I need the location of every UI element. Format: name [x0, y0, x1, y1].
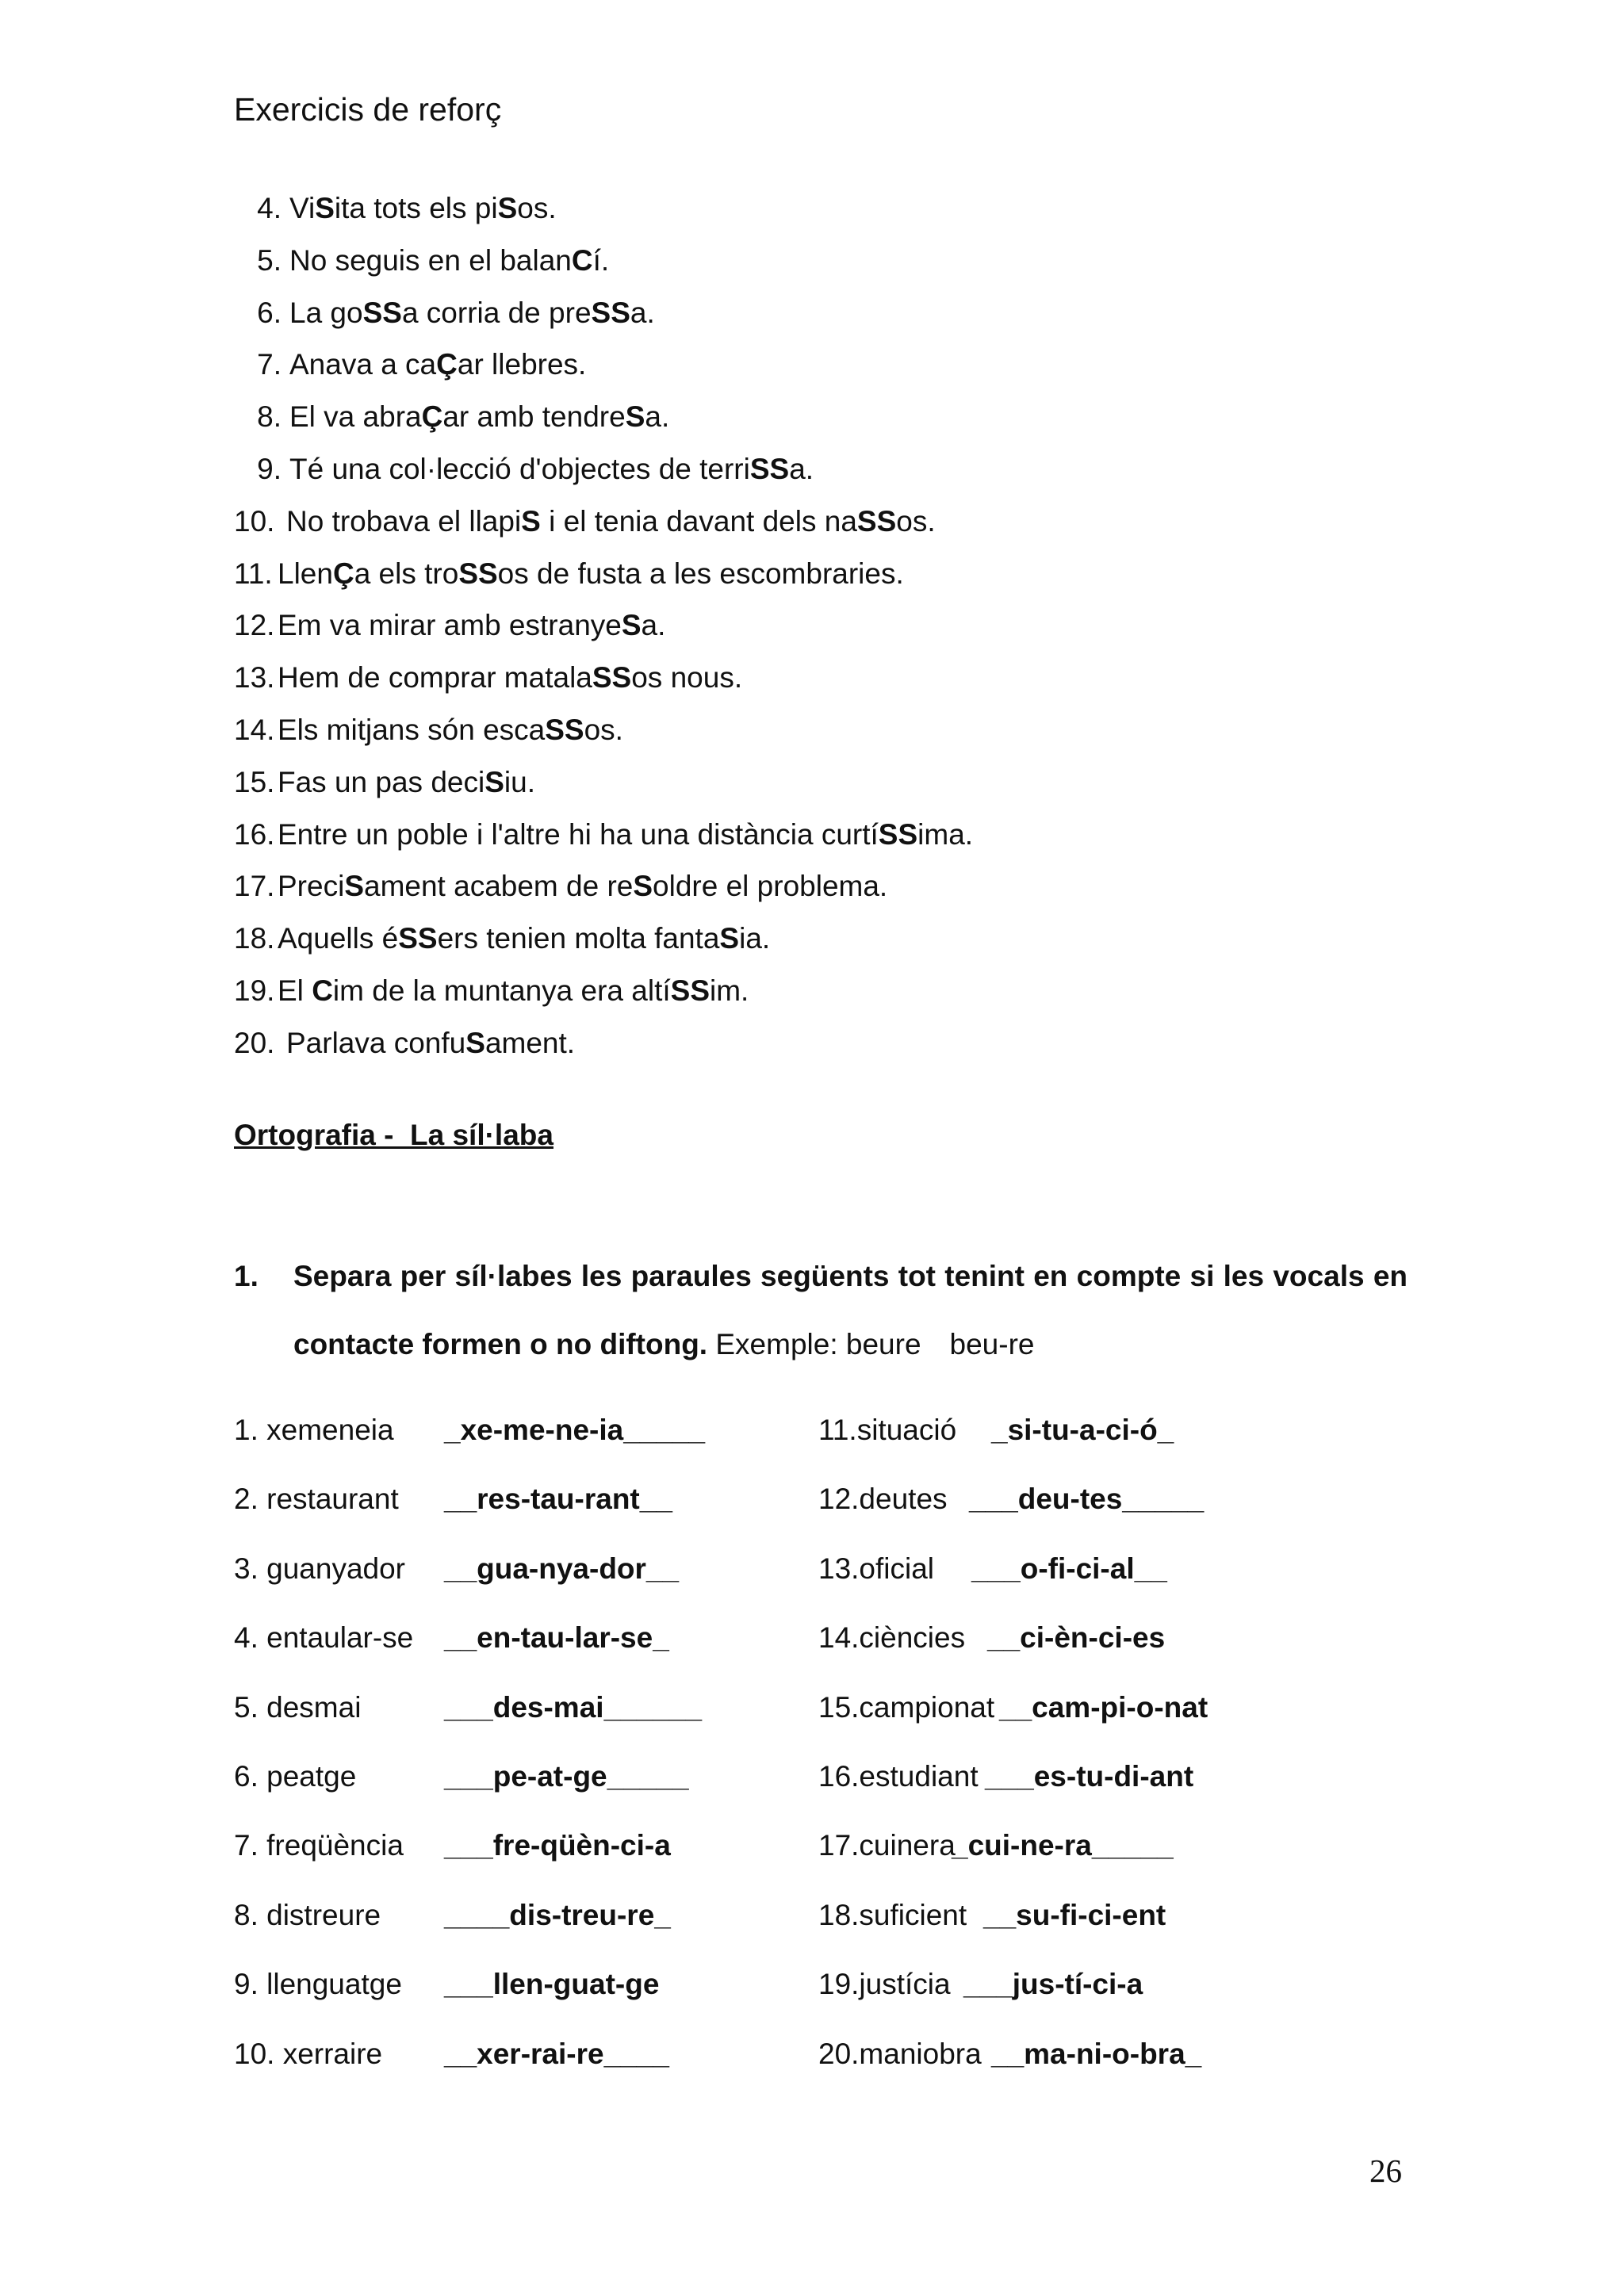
- sentence-fragment: ima.: [917, 817, 974, 851]
- sentence-text: [278, 766, 535, 798]
- syllable-answer: __gua-nya-dor__: [444, 1552, 680, 1585]
- sentence-number: 8.: [257, 400, 282, 434]
- sentence-fragment: a.: [789, 452, 814, 485]
- sentence-number: 9.: [257, 452, 282, 485]
- sentence-text: [289, 244, 609, 277]
- highlighted-letters: C: [571, 243, 593, 277]
- syllable-answer: __su-fi-ci-ent: [983, 1898, 1166, 1931]
- syllable-row: [234, 1690, 1423, 1732]
- syllable-answer: __en-tau-lar-se_: [444, 1621, 669, 1655]
- syllable-answer: ___deu-tes_____: [969, 1483, 1205, 1516]
- word-label: 19.justícia: [818, 1968, 951, 2001]
- sentence-fragment: ita tots els pi: [334, 192, 498, 224]
- word-label: 6. peatge: [234, 1760, 357, 1793]
- word-label: 3. guanyador: [234, 1552, 406, 1585]
- syllable-answer: ___fre-qüèn-ci-a: [444, 1829, 671, 1862]
- syllable-answer: ____dis-treu-re_: [444, 1898, 671, 1931]
- word-label: 17.cuinera: [818, 1829, 956, 1862]
- word-label: 11.situació: [818, 1414, 957, 1446]
- highlighted-letters: Ç: [436, 348, 458, 381]
- sentence-text: [286, 505, 936, 538]
- sentence-fragment: Preci: [278, 870, 345, 903]
- sentence-text: [278, 974, 749, 1007]
- sentence-number: 7.: [257, 348, 282, 381]
- sentence-text: [286, 1027, 575, 1059]
- syllable-answer: __ma-ni-o-bra_: [991, 2037, 1202, 2070]
- sentence-fragment: Entre un poble i l'altre hi ha una distància curtí: [278, 817, 879, 851]
- highlighted-letters: Ç: [332, 557, 354, 590]
- sentence-item: [234, 350, 1423, 402]
- word-label: 4. entaular-se: [234, 1621, 414, 1655]
- highlighted-letters: SS: [670, 974, 710, 1007]
- sentence-fragment: os de fusta a les escombraries.: [497, 557, 904, 590]
- word-label: 2. restaurant: [234, 1483, 399, 1516]
- sentence-fragment: Té una col·lecció d'objectes de terri: [289, 452, 750, 485]
- highlighted-letters: SS: [878, 817, 918, 851]
- sentence-fragment: No seguis en el balan: [289, 243, 572, 277]
- sentence-item: [234, 871, 1423, 924]
- syllable-answer: __cam-pi-o-nat: [999, 1690, 1208, 1724]
- sentence-fragment: í.: [592, 243, 610, 277]
- syllable-answer: _cui-ne-ra_____: [952, 1829, 1174, 1862]
- sentence-text: [278, 714, 623, 746]
- sentence-fragment: im de la muntanya era altí: [332, 974, 671, 1007]
- sentence-fragment: Vi: [289, 192, 316, 224]
- syllable-answer: ___jus-tí-ci-a: [963, 1968, 1143, 2001]
- sentence-fragment: i el tenia davant dels na: [540, 504, 857, 538]
- exercise-example-label: Exemple: beure: [715, 1328, 921, 1360]
- syllable-row: [234, 1554, 1423, 1594]
- sentence-text: [278, 818, 973, 851]
- syllable-answer: _xe-me-ne-ia_____: [444, 1414, 706, 1446]
- syllable-row: [234, 2039, 1423, 2079]
- sentence-fragment: ar llebres.: [457, 348, 587, 381]
- sentence-number: 16.: [234, 817, 275, 851]
- sentence-text: [289, 348, 586, 381]
- sentence-fragment: ament acabem de re: [364, 870, 634, 903]
- sentence-item: [234, 193, 1423, 246]
- sentence-item: [234, 402, 1423, 454]
- sentence-fragment: os.: [517, 192, 557, 224]
- word-label: 15.campionat: [818, 1690, 995, 1724]
- highlighted-letters: S: [344, 870, 364, 903]
- sentence-fragment: Hem de comprar matala: [278, 661, 592, 695]
- sentence-number: 6.: [257, 296, 282, 329]
- sentence-fragment: iu.: [504, 765, 535, 798]
- sentence-number: 5.: [257, 243, 282, 277]
- exercise-example-answer: beu-re: [949, 1328, 1035, 1360]
- sentence-fragment: os.: [584, 713, 623, 746]
- section-title: Ortografia - La síl·laba: [234, 1119, 553, 1151]
- sentence-text: [278, 661, 742, 694]
- sentence-number: 19.: [234, 974, 275, 1007]
- word-label: 18.suficient: [818, 1898, 967, 1931]
- sentence-fragment: Fas un pas deci: [278, 765, 485, 798]
- sentence-fragment: im.: [710, 974, 749, 1007]
- sentence-fragment: ar amb tendre: [442, 400, 626, 434]
- sentence-fragment: os.: [896, 504, 936, 538]
- sentence-number: 18.: [234, 922, 275, 955]
- highlighted-letters: SS: [398, 922, 438, 955]
- highlighted-letters: SS: [749, 452, 790, 485]
- word-label: 9. llenguatge: [234, 1968, 402, 2001]
- sentence-number: 14.: [234, 713, 275, 746]
- sentence-text: [289, 453, 814, 485]
- syllable-answer: ___pe-at-ge_____: [444, 1760, 689, 1793]
- syllable-answer: ___es-tu-di-ant: [985, 1760, 1194, 1793]
- sentence-item: [234, 767, 1423, 820]
- word-label: 7. freqüència: [234, 1829, 404, 1862]
- sentence-number: 17.: [234, 870, 275, 903]
- syllable-answer: __ci-èn-ci-es: [987, 1621, 1166, 1655]
- sentence-number: 12.: [234, 609, 275, 642]
- sentence-fragment: Aquells é: [278, 922, 399, 955]
- highlighted-letters: SS: [545, 713, 584, 746]
- highlighted-letters: S: [621, 609, 642, 642]
- word-label: 8. distreure: [234, 1898, 381, 1931]
- sentence-number: 4.: [257, 192, 282, 224]
- sentence-item: [234, 1028, 1423, 1081]
- sentence-fragment: No trobava el llapi: [286, 504, 522, 538]
- syllable-row: [234, 1900, 1423, 1940]
- sentence-fragment: a.: [630, 296, 655, 329]
- sentence-fragment: ia.: [739, 922, 771, 955]
- sentence-item: [234, 243, 1423, 298]
- sentence-fragment: a.: [641, 609, 666, 642]
- sentence-item: [234, 298, 1423, 350]
- page-number: 26: [1369, 2152, 1402, 2189]
- syllable-row: [234, 1969, 1423, 2009]
- highlighted-letters: SS: [856, 504, 897, 538]
- sentence-list: [234, 193, 1423, 1081]
- highlighted-letters: S: [465, 1026, 485, 1059]
- highlighted-letters: SS: [592, 661, 632, 695]
- sentence-item: [234, 817, 1423, 872]
- sentence-text: [289, 400, 669, 433]
- sentence-item: [234, 715, 1423, 767]
- sentence-text: [278, 870, 887, 902]
- syllable-row: [234, 1623, 1423, 1663]
- highlighted-letters: SS: [458, 557, 498, 590]
- sentence-fragment: ament.: [485, 1026, 576, 1059]
- syllable-row: [234, 1831, 1423, 1870]
- highlighted-letters: SS: [591, 296, 630, 329]
- sentence-item: [234, 663, 1423, 715]
- highlighted-letters: C: [312, 974, 333, 1007]
- sentence-fragment: a corria de pre: [401, 296, 592, 329]
- exercise-number: 1.: [234, 1260, 259, 1292]
- sentence-fragment: Parlava confu: [286, 1026, 466, 1059]
- sentence-text: [278, 922, 770, 955]
- word-label: 16.estudiant: [818, 1760, 979, 1793]
- sentence-fragment: La go: [289, 296, 363, 329]
- sentence-text: [289, 297, 655, 329]
- page-header-title: Exercicis de reforç: [234, 91, 502, 128]
- sentence-fragment: ers tenien molta fanta: [437, 922, 720, 955]
- sentence-number: 11.: [234, 557, 273, 590]
- highlighted-letters: S: [485, 765, 504, 798]
- syllable-answer: __res-tau-rant__: [444, 1483, 672, 1516]
- sentence-text: [278, 557, 904, 590]
- sentence-text: [289, 192, 557, 224]
- highlighted-letters: SS: [362, 296, 402, 329]
- sentence-text: [278, 609, 665, 641]
- sentence-item: [234, 924, 1423, 976]
- word-label: 10. xerraire: [234, 2037, 383, 2070]
- highlighted-letters: Ç: [421, 400, 443, 434]
- exercise-instruction-text: Separa per síl·labes les paraules següents tot tenint en compte si les vocals en contacte formen o no diftong.: [293, 1260, 1408, 1360]
- sentence-fragment: Em va mirar amb estranye: [278, 609, 622, 642]
- word-label: 13.oficial: [818, 1552, 935, 1585]
- syllable-row: [234, 1415, 1423, 1455]
- sentence-item: [234, 559, 1423, 611]
- highlighted-letters: S: [633, 870, 653, 903]
- sentence-fragment: Els mitjans són esca: [278, 713, 546, 746]
- word-label: 5. desmai: [234, 1690, 362, 1724]
- syllable-answer: _si-tu-a-ci-ó_: [991, 1414, 1174, 1446]
- sentence-item: [234, 610, 1423, 663]
- sentence-item: [234, 504, 1423, 559]
- sentence-fragment: El: [278, 974, 312, 1007]
- syllable-row: [234, 1762, 1423, 1801]
- sentence-fragment: oldre el problema.: [653, 870, 888, 903]
- highlighted-letters: S: [497, 192, 518, 224]
- sentence-item: [234, 454, 1423, 507]
- sentence-number: 10.: [234, 504, 275, 538]
- word-label: 20.maniobra: [818, 2037, 982, 2070]
- sentence-item: [234, 976, 1423, 1028]
- sentence-fragment: os nous.: [631, 661, 743, 695]
- exercise-instructions: [234, 1242, 1408, 1379]
- syllable-row: [234, 1484, 1423, 1524]
- highlighted-letters: S: [521, 504, 541, 538]
- highlighted-letters: S: [625, 400, 645, 434]
- sentence-number: 15.: [234, 765, 275, 798]
- sentence-number: 13.: [234, 661, 275, 695]
- sentence-number: 20.: [234, 1026, 275, 1059]
- sentence-fragment: Llen: [278, 557, 333, 590]
- word-label: 1. xemeneia: [234, 1414, 394, 1446]
- highlighted-letters: S: [315, 192, 335, 224]
- word-label: 12.deutes: [818, 1483, 948, 1516]
- sentence-fragment: Anava a ca: [289, 348, 437, 381]
- syllable-answer: __xer-rai-re____: [444, 2037, 669, 2070]
- sentence-fragment: a.: [645, 400, 670, 434]
- sentence-fragment: El va abra: [289, 400, 422, 434]
- syllable-answer: ___o-fi-ci-al__: [971, 1552, 1167, 1585]
- word-label: 14.ciències: [818, 1621, 966, 1655]
- highlighted-letters: S: [719, 922, 740, 955]
- sentence-fragment: a els tro: [354, 557, 459, 590]
- exercise-body: [293, 1242, 1408, 1379]
- syllable-answer: ___des-mai______: [444, 1690, 703, 1724]
- syllable-answer: ___llen-guat-ge: [444, 1968, 660, 2001]
